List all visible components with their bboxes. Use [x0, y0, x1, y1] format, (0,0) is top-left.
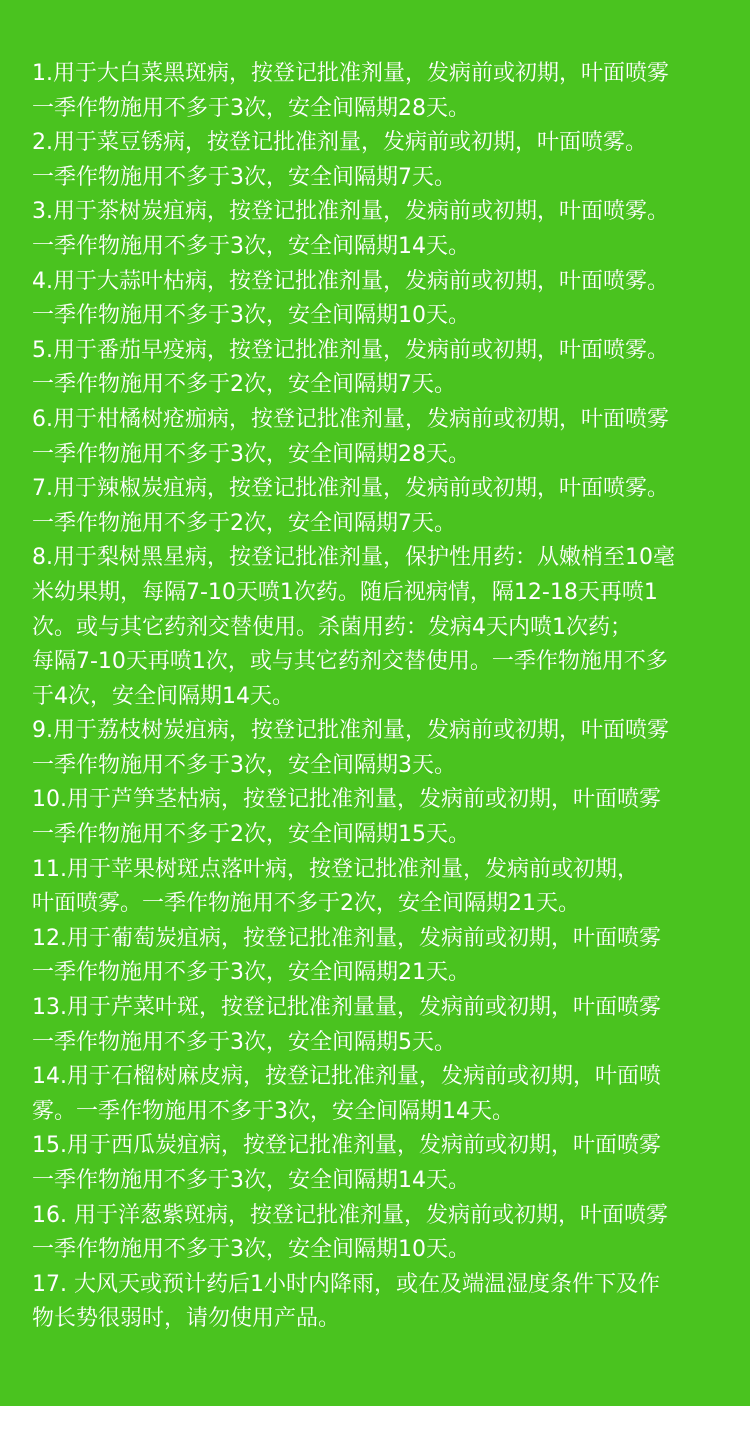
- text-line: 一季作物施用不多于3次，安全间隔期21天。: [32, 960, 470, 986]
- text-line: 9.用于荔枝树炭疽病，按登记批准剂量，发病前或初期，叶面喷雾: [32, 718, 669, 744]
- text-line: 17. 大风天或预计药后1小时内降雨，或在及端温湿度条件下及作: [32, 1271, 660, 1297]
- text-line: 叶面喷雾。一季作物施用不多于2次，安全间隔期21天。: [32, 891, 580, 917]
- text-line: 13.用于芹菜叶斑，按登记批准剂量量，发病前或初期，叶面喷雾: [32, 995, 661, 1021]
- text-line: 次。或与其它药剂交替使用。杀菌用药：发病4天内喷1次药；: [32, 614, 632, 640]
- text-line: 一季作物施用不多于3次，安全间隔期7天。: [32, 164, 456, 190]
- text-line: 15.用于西瓜炭疽病，按登记批准剂量，发病前或初期，叶面喷雾: [32, 1133, 661, 1159]
- text-line: 一季作物施用不多于2次，安全间隔期7天。: [32, 510, 456, 536]
- text-line: 一季作物施用不多于2次，安全间隔期15天。: [32, 822, 470, 848]
- text-line: 一季作物施用不多于3次，安全间隔期3天。: [32, 752, 456, 778]
- text-line: 一季作物施用不多于3次，安全间隔期14天。: [32, 1168, 470, 1193]
- text-line: 12.用于葡萄炭疽病，按登记批准剂量，发病前或初期，叶面喷雾: [32, 925, 661, 951]
- text-line: 雾。一季作物施用不多于3次，安全间隔期14天。: [32, 1098, 514, 1124]
- text-line: 一季作物施用不多于3次，安全间隔期10天。: [32, 1237, 470, 1263]
- text-line: 一季作物施用不多于2次，安全间隔期7天。: [32, 372, 456, 398]
- text-line: 一季作物施用不多于3次，安全间隔期28天。: [32, 441, 470, 467]
- text-line: 5.用于番茄早疫病，按登记批准剂量，发病前或初期，叶面喷雾。: [32, 337, 669, 363]
- text-line: 1.用于大白菜黑斑病，按登记批准剂量，发病前或初期，叶面喷雾: [32, 61, 669, 86]
- text-line: 2.用于菜豆锈病，按登记批准剂量，发病前或初期，叶面喷雾。: [32, 130, 647, 156]
- text-line: 3.用于茶树炭疽病，按登记批准剂量，发病前或初期，叶面喷雾。: [32, 199, 669, 225]
- text-line: 于4次，安全间隔期14天。: [32, 683, 294, 709]
- text-line: 每隔7-10天再喷1次，或与其它药剂交替使用。一季作物施用不多: [32, 649, 668, 675]
- text-line: 一季作物施用不多于3次，安全间隔期28天。: [32, 95, 470, 121]
- text-line: 6.用于柑橘树疮痂病，按登记批准剂量，发病前或初期，叶面喷雾: [32, 406, 669, 432]
- text-line: 一季作物施用不多于3次，安全间隔期5天。: [32, 1029, 456, 1055]
- text-line: 4.用于大蒜叶枯病，按登记批准剂量，发病前或初期，叶面喷雾。: [32, 268, 669, 294]
- text-line: 14.用于石榴树麻皮病，按登记批准剂量，发病前或初期，叶面喷: [32, 1064, 661, 1090]
- text-line: 物长势很弱时，请勿使用产品。: [32, 1306, 341, 1332]
- text-line: 16. 用于洋葱紫斑病，按登记批准剂量，发病前或初期，叶面喷雾: [32, 1202, 668, 1228]
- text-line: 一季作物施用不多于3次，安全间隔期14天。: [32, 233, 470, 259]
- text-line: 米幼果期，每隔7-10天喷1次药。随后视病情，隔12-18天再喷1: [32, 579, 658, 605]
- text-line: 11.用于苹果树斑点落叶病，按登记批准剂量，发病前或初期，: [32, 856, 639, 882]
- text-line: 10.用于芦笋茎枯病，按登记批准剂量，发病前或初期，叶面喷雾: [32, 787, 661, 813]
- instructions-text: [32, 57, 726, 1337]
- text-line: 8.用于梨树黑星病，按登记批准剂量，保护性用药：从嫩梢至10毫: [32, 545, 675, 571]
- text-line: 7.用于辣椒炭疽病，按登记批准剂量，发病前或初期，叶面喷雾。: [32, 476, 669, 502]
- text-line: 一季作物施用不多于3次，安全间隔期10天。: [32, 303, 470, 329]
